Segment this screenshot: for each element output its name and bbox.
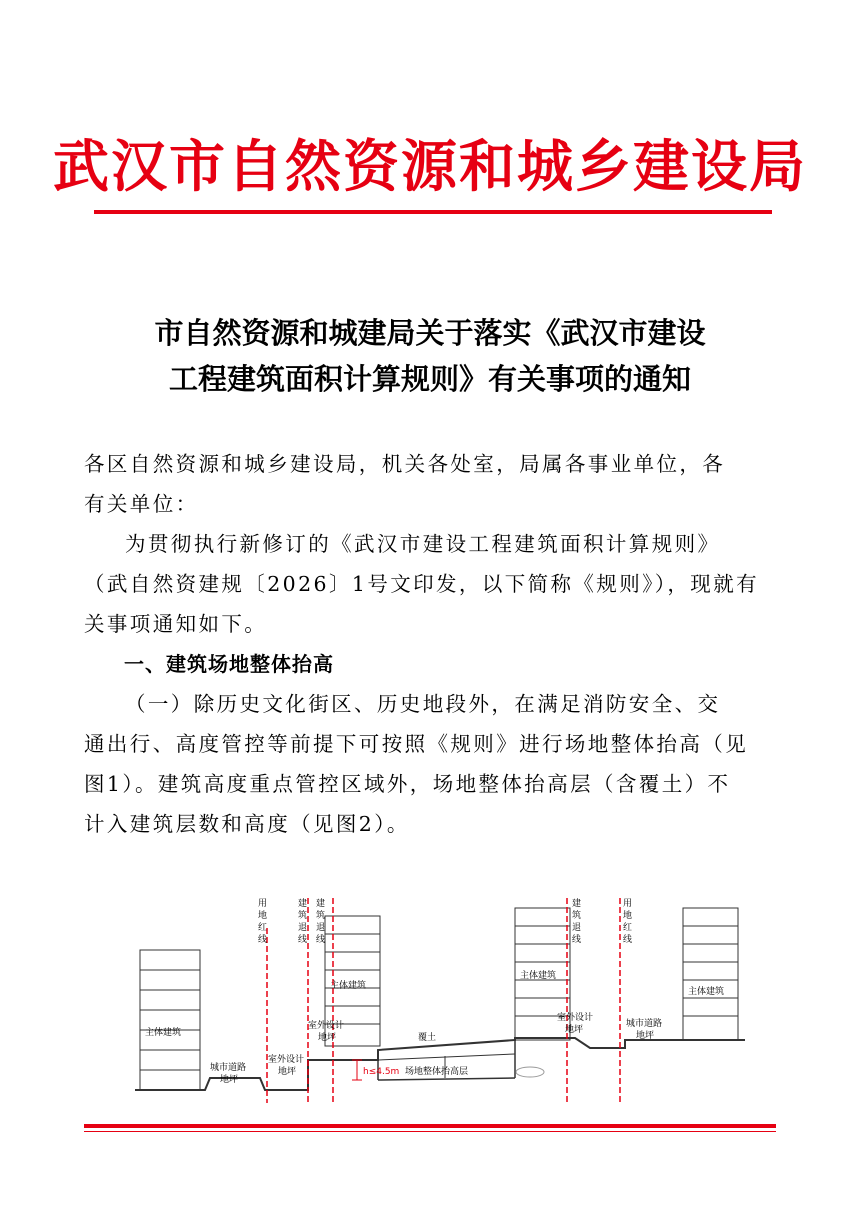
car-sketch [516, 1067, 544, 1077]
label-setback-right-2: 筑 [572, 911, 582, 921]
masthead-red-rule [94, 210, 772, 214]
building-right-outline [683, 908, 738, 1040]
label-setback-left-4: 线 [298, 935, 308, 945]
label-outdoor-3b: 地坪 [565, 1025, 584, 1035]
intro-line-2: （武自然资建规〔2026〕1号文印发，以下简称《规则》），现就有 [84, 572, 760, 596]
label-land-redline-right-3: 红 [623, 923, 633, 933]
label-land-redline-right-4: 线 [623, 935, 633, 945]
label-setback-right-4: 线 [572, 935, 582, 945]
addressee-line-2: 有关单位： [84, 492, 199, 516]
label-building-3: 主体建筑 [520, 971, 557, 981]
label-building-1: 主体建筑 [145, 1028, 182, 1038]
raised-layer-divider [378, 1054, 515, 1060]
para-1-line-3: 图1）。建筑高度重点管控区域外，场地整体抬高层（含覆土）不 [84, 772, 731, 796]
label-setback-mid-2: 筑 [316, 911, 326, 921]
label-setback-left-1: 建 [298, 899, 308, 909]
label-outdoor-2a: 室外设计 [308, 1021, 345, 1031]
label-building-2: 主体建筑 [330, 981, 367, 991]
label-outdoor-3a: 室外设计 [557, 1013, 594, 1023]
issuer-masthead: 武汉市自然资源和城乡建设局 [53, 135, 807, 200]
building-left-outline [140, 950, 200, 1090]
label-setback-right-3: 退 [572, 923, 582, 933]
label-land-redline-right-1: 用 [623, 899, 633, 909]
label-setback-left-3: 退 [298, 923, 308, 933]
section-heading-1: 一、建筑场地整体抬高 [124, 652, 334, 676]
label-setback-mid-4: 线 [316, 935, 326, 945]
raised-layer-base [378, 1078, 515, 1080]
intro-line-1: 为贯彻执行新修订的《武汉市建设工程建筑面积计算规则》 [125, 532, 721, 556]
label-road-left-2: 地坪 [220, 1075, 239, 1085]
title-line-1: 市自然资源和城建局关于落实《武汉市建设 [154, 316, 706, 350]
label-road-right-1: 城市道路 [626, 1019, 663, 1029]
document-title [60, 310, 800, 402]
para-1-line-4: 计入建筑层数和高度（见图2）。 [84, 812, 410, 836]
label-land-redline-right-2: 地 [623, 911, 633, 921]
addressee-line-1: 各区自然资源和城乡建设局，机关各处室，局属各事业单位，各 [84, 452, 726, 476]
label-road-left-1: 城市道路 [210, 1063, 247, 1073]
title-line-2: 工程建筑面积计算规则》有关事项的通知 [168, 362, 691, 396]
label-building-4: 主体建筑 [688, 987, 725, 997]
label-road-right-2: 地坪 [636, 1031, 655, 1041]
document-body [84, 444, 776, 844]
label-land-redline-left-1: 用 [258, 899, 268, 909]
site-elevation-figure [120, 888, 760, 1108]
label-outdoor-1a: 室外设计 [268, 1055, 305, 1065]
para-1-line-2: 通出行、高度管控等前提下可按照《规则》进行场地整体抬高（见 [84, 732, 749, 756]
height-dimension [352, 1060, 362, 1080]
label-land-redline-left-4: 线 [258, 935, 268, 945]
label-setback-right-1: 建 [572, 899, 582, 909]
label-setback-left-2: 筑 [298, 911, 308, 921]
label-setback-mid-3: 退 [316, 923, 326, 933]
label-land-redline-left-2: 地 [258, 911, 268, 921]
para-1-line-1: （一）除历史文化街区、历史地段外，在满足消防安全、交 [125, 692, 721, 716]
footer-red-rule-thin [84, 1131, 776, 1132]
footer-red-rule [84, 1124, 776, 1128]
label-setback-mid-1: 建 [316, 899, 326, 909]
label-outdoor-2b: 地坪 [318, 1033, 337, 1043]
label-land-redline-left-3: 红 [258, 923, 268, 933]
intro-line-3: 关事项通知如下。 [84, 612, 268, 636]
label-soil-cover: 覆土 [418, 1033, 437, 1043]
label-height-limit: h≤4.5m [363, 1067, 400, 1077]
label-raised-layer: 场地整体抬高层 [405, 1067, 469, 1077]
label-outdoor-1b: 地坪 [278, 1067, 297, 1077]
